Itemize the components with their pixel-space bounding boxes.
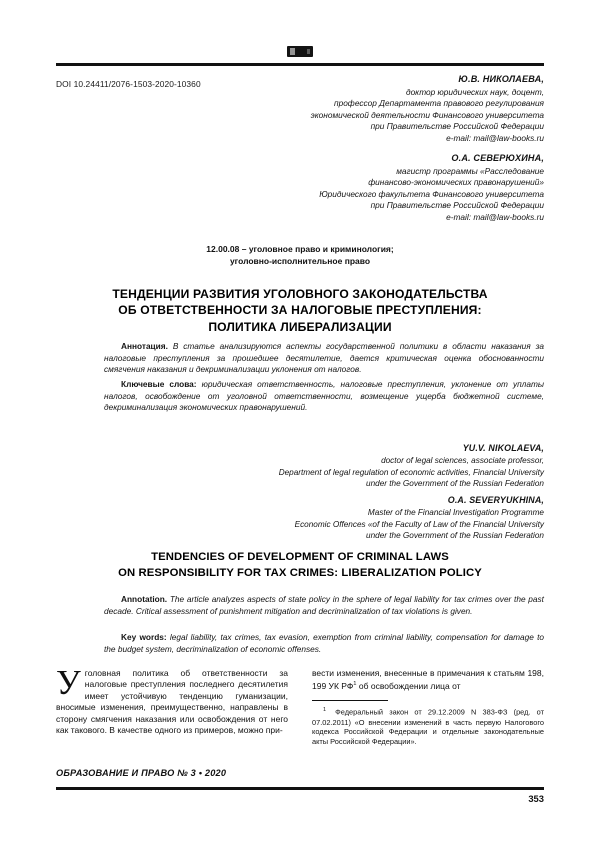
author-affiliation-line: экономической деятельности Финансового университета xyxy=(310,109,544,120)
author-name: O.A. SEVERYUKHINA, xyxy=(447,495,544,505)
abstract-en-text: The article analyzes aspects of state policy in the sphere of legal liability for tax crimes over the past decade. Critical assessment of punishment mitigation and decriminalization of tax violations is given. xyxy=(104,594,544,616)
doi-text: DOI 10.24411/2076-1503-2020-10360 xyxy=(56,79,201,89)
title-ru-line-2: ОБ ОТВЕТСТВЕННОСТИ ЗА НАЛОГОВЫЕ ПРЕСТУПЛЕНИЯ: xyxy=(118,303,482,318)
author-block-en-2 xyxy=(124,495,544,542)
keywords-en xyxy=(104,632,544,655)
page-number: 353 xyxy=(528,793,544,804)
footnote-block xyxy=(312,700,544,747)
body-text-left: головная политика об ответственности за налоговые преступления последнего десятилетия имеет устойчивую тенденцию гуманизации, вносимые изменения, преимущественно, направлены в сторону смягчения наказания или освобождения от него как такового. В качестве одного из примеров, можно при- xyxy=(56,668,288,736)
footer-divider xyxy=(56,787,544,790)
keywords-en-label: Key words: xyxy=(121,632,167,642)
author-name: YU.V. NIKOLAEVA, xyxy=(462,443,544,453)
author-affiliation-line: профессор Департамента правового регулирования xyxy=(334,98,544,109)
author-block-ru-1 xyxy=(214,74,544,145)
abstract-en xyxy=(104,594,544,617)
keywords-ru-label: Ключевые слова: xyxy=(121,379,197,389)
specialty-line-2: уголовно-исполнительное право xyxy=(229,256,371,267)
author-affiliation-line: доктор юридических наук, доцент, xyxy=(405,86,544,97)
footnote-text: Федеральный закон от 29.12.2009 N 383-ФЗ (ред. от 07.02.2011) «О внесении изменений в часть первую Налогового кодекса Российской Федерации и отдельные законодательные акты Российской Федерации». xyxy=(312,707,544,747)
author-affiliation-line: при Правительстве Российской Федерации xyxy=(370,121,544,132)
author-affiliation-line: финансово-экономических правонарушений» xyxy=(368,177,544,188)
author-affiliation-line: Economic Offences «of the Faculty of Law of the Financial University xyxy=(294,519,544,529)
article-title-ru xyxy=(56,286,544,335)
title-en-line-2: ON RESPONSIBILITY FOR TAX CRIMES: LIBERALIZATION POLICY xyxy=(118,567,482,580)
author-affiliation-line: under the Government of the Russian Federation xyxy=(366,531,544,541)
keywords-en-text: legal liability, tax crimes, tax evasion, exemption from criminal liability, compensation for damage to the budget system, decriminalization of economic offenses. xyxy=(104,632,544,654)
author-affiliation-line: Юридического факультета Финансового университета xyxy=(319,188,544,199)
author-affiliation-line: under the Government of the Russian Federation xyxy=(366,479,544,489)
specialty-code xyxy=(56,243,544,268)
author-block-ru-2 xyxy=(214,153,544,224)
header-divider xyxy=(56,63,544,66)
drop-cap: У xyxy=(56,663,81,702)
masthead xyxy=(56,46,544,70)
author-block-en-1 xyxy=(124,443,544,490)
footer-journal-title: ОБРАЗОВАНИЕ И ПРАВО № 3 • 2020 xyxy=(56,768,227,778)
body-text-right-tail: об освобождении лица от xyxy=(356,681,461,692)
specialty-line-1: 12.00.08 – уголовное право и криминология; xyxy=(206,244,394,254)
author-affiliation-line: при Правительстве Российской Федерации xyxy=(370,200,544,211)
author-affiliation-line: doctor of legal sciences, associate professor, xyxy=(381,456,544,466)
author-email[interactable]: e-mail: mail@law-books.ru xyxy=(446,132,544,143)
author-email[interactable]: e-mail: mail@law-books.ru xyxy=(446,211,544,222)
keywords-ru-text: юридическая ответственность, налоговые преступления, уклонение от уплаты налогов, освобождение от уголовной ответственности, возмещение ущерба бюджетной системе, декриминализация экономических правонарушений. xyxy=(104,379,544,412)
keywords-ru xyxy=(104,379,544,414)
title-en-line-1: TENDENCIES OF DEVELOPMENT OF CRIMINAL LAWS xyxy=(151,551,449,563)
abstract-ru-label: Аннотация. xyxy=(121,341,168,351)
body-column-right xyxy=(312,668,544,693)
author-affiliation-line: Department of legal regulation of economic activities, Financial University xyxy=(278,467,544,477)
footnote-marker: 1 xyxy=(323,707,327,714)
body-text-right: вести изменения, внесенные в примечания к статьям 198, 199 УК РФ xyxy=(312,668,544,692)
abstract-en-label: Annotation. xyxy=(121,594,168,604)
author-name: О.А. СЕВЕРЮХИНА, xyxy=(451,153,544,163)
journal-emblem-icon xyxy=(287,46,313,57)
article-title-en xyxy=(56,549,544,581)
footnote-reference[interactable]: 1 xyxy=(353,681,357,688)
body-column-left xyxy=(56,663,288,736)
author-affiliation-line: Master of the Financial Investigation Programme xyxy=(367,508,544,518)
author-name: Ю.В. НИКОЛАЕВА, xyxy=(458,74,544,84)
abstract-ru-text: В статье анализируются аспекты государственной политики в области наказания за налоговые преступления за прошедшее десятилетие, дается критическая оценка обоснованности смягчения наказания и декриминализации уклонения от налогов. xyxy=(104,341,544,374)
author-affiliation-line: магистр программы «Расследование xyxy=(396,165,544,176)
title-ru-line-1: ТЕНДЕНЦИИ РАЗВИТИЯ УГОЛОВНОГО ЗАКОНОДАТЕЛЬСТВА xyxy=(112,287,488,301)
footnote-divider xyxy=(312,700,388,701)
title-ru-line-3: ПОЛИТИКА ЛИБЕРАЛИЗАЦИИ xyxy=(208,319,392,334)
abstract-ru xyxy=(104,341,544,376)
